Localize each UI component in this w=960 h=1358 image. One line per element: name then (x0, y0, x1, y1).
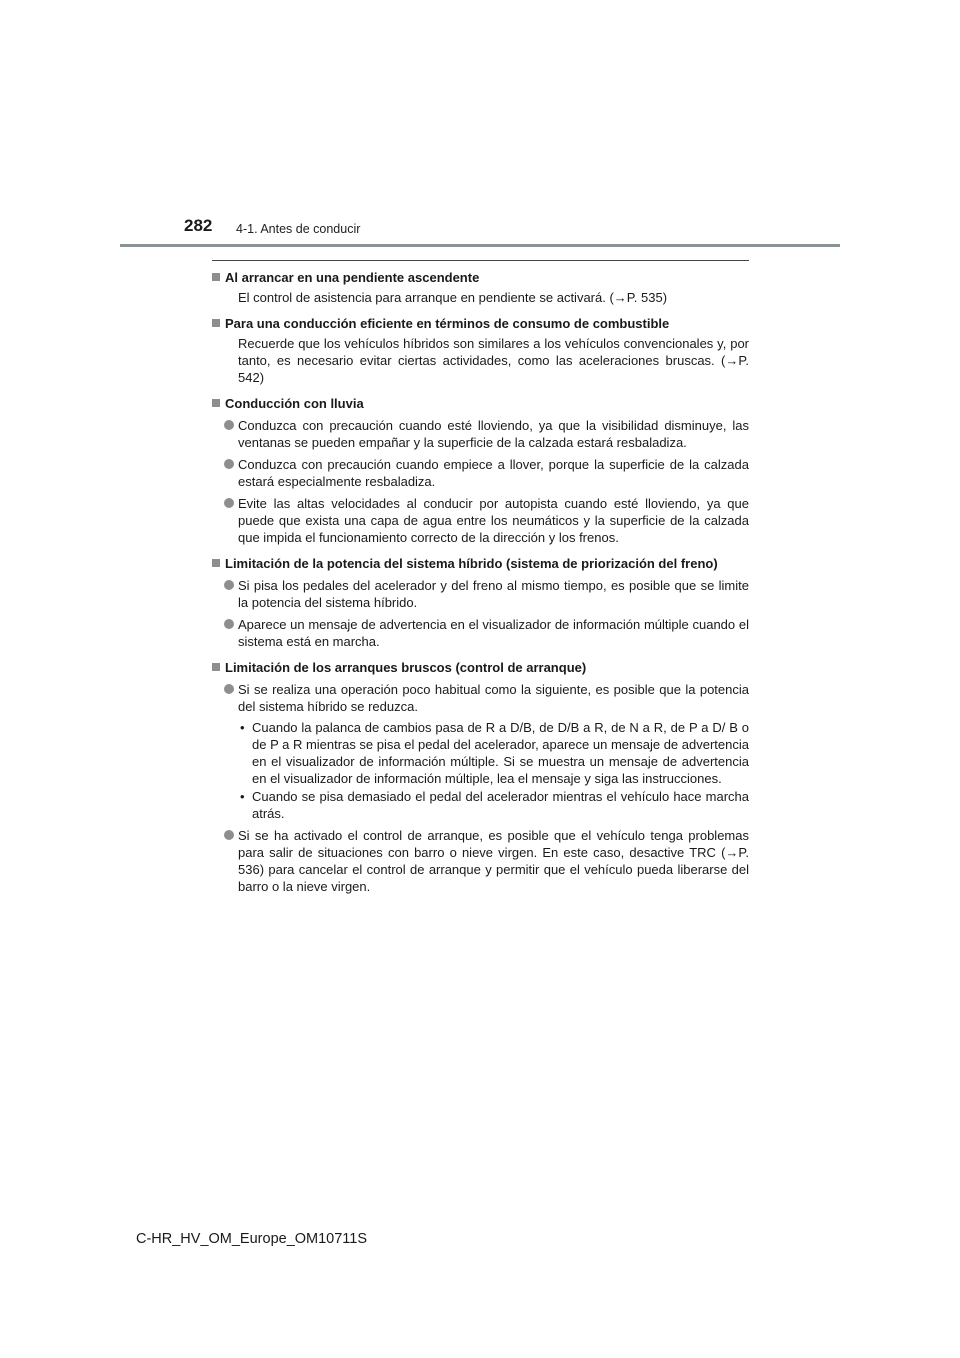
square-bullet-icon (212, 559, 220, 567)
list-item: Si se ha activado el control de arranque, es posible que el vehículo tenga problemas para salir de situaciones con barro o nieve virgen. En este caso, desactive TRC (→P. 536) para cancelar el control de arranque y permitir que el vehículo pueda liberarse del barro o la nieve virgen. (212, 827, 749, 895)
small-dot-icon: • (240, 789, 245, 804)
section-paragraph: Recuerde que los vehículos híbridos son similares a los vehículos convencionales y, por tanto, es necesario evitar ciertas actividades, como las aceleraciones bruscas. (→P. 542) (238, 336, 749, 385)
circle-bullet-icon (224, 830, 234, 840)
section-title: Limitación de los arranques bruscos (control de arranque) (212, 659, 749, 676)
section-uphill-start (212, 269, 749, 306)
sub-list-item: • Cuando la palanca de cambios pasa de R a D/B, de D/B a R, de N a R, de P a D/ B o de P a R mientras se pisa el pedal del acelerador, aparece un mensaje de advertencia en el visualizador de información múltiple. Si se muestra un mensaje de advertencia en el visualizador de información múltiple, lea el mensaje y siga las instrucciones. (240, 720, 749, 786)
circle-bullet-icon (224, 580, 234, 590)
section-title: Limitación de la potencia del sistema híbrido (sistema de priorización del freno) (212, 555, 749, 572)
section-power-limitation (212, 555, 749, 650)
list-item: Evite las altas velocidades al conducir por autopista cuando esté lloviendo, ya que puede que exista una capa de agua entre los neumáticos y la superficie de la calzada que impida el funcionamiento correcto de la dirección y los frenos. (212, 495, 749, 546)
section-efficient-driving (212, 315, 749, 386)
small-dot-icon: • (240, 720, 245, 735)
section-paragraph: El control de asistencia para arranque en pendiente se activará. (→P. 535) (238, 290, 668, 305)
section-rain-driving (212, 395, 749, 546)
circle-bullet-icon (224, 498, 234, 508)
list-item: Si se realiza una operación poco habitual como la siguiente, es posible que la potencia del sistema híbrido se reduzca. (212, 681, 749, 715)
section-title: Al arrancar en una pendiente ascendente (212, 269, 749, 286)
list-item: Conduzca con precaución cuando esté lloviendo, ya que la visibilidad disminuye, las ventanas se pueden empañar y la superficie de la calzada estará resbaladiza. (212, 417, 749, 451)
list-item: Aparece un mensaje de advertencia en el visualizador de información múltiple cuando el sistema está en marcha. (212, 616, 749, 650)
circle-bullet-icon (224, 459, 234, 469)
content (212, 269, 749, 895)
list-item: Conduzca con precaución cuando empiece a llover, porque la superficie de la calzada estará especialmente resbaladiza. (212, 456, 749, 490)
page-number: 282 (184, 216, 213, 235)
square-bullet-icon (212, 273, 220, 281)
section-label: 4-1. Antes de conducir (236, 222, 361, 236)
circle-bullet-icon (224, 420, 234, 430)
header-rule (120, 244, 840, 247)
circle-bullet-icon (224, 619, 234, 629)
section-start-control (212, 659, 749, 895)
square-bullet-icon (212, 319, 220, 327)
section-title: Para una conducción eficiente en términos de consumo de combustible (212, 315, 749, 332)
circle-bullet-icon (224, 684, 234, 694)
list-item: Si pisa los pedales del acelerador y del freno al mismo tiempo, es posible que se limite la potencia del sistema híbrido. (212, 577, 749, 611)
square-bullet-icon (212, 663, 220, 671)
document-code: C-HR_HV_OM_Europe_OM10711S (136, 1231, 368, 1247)
sub-list-item: • Cuando se pisa demasiado el pedal del acelerador mientras el vehículo hace marcha atrás. (240, 789, 749, 821)
section-title: Conducción con lluvia (212, 395, 749, 412)
square-bullet-icon (212, 399, 220, 407)
content-top-rule (212, 260, 749, 261)
